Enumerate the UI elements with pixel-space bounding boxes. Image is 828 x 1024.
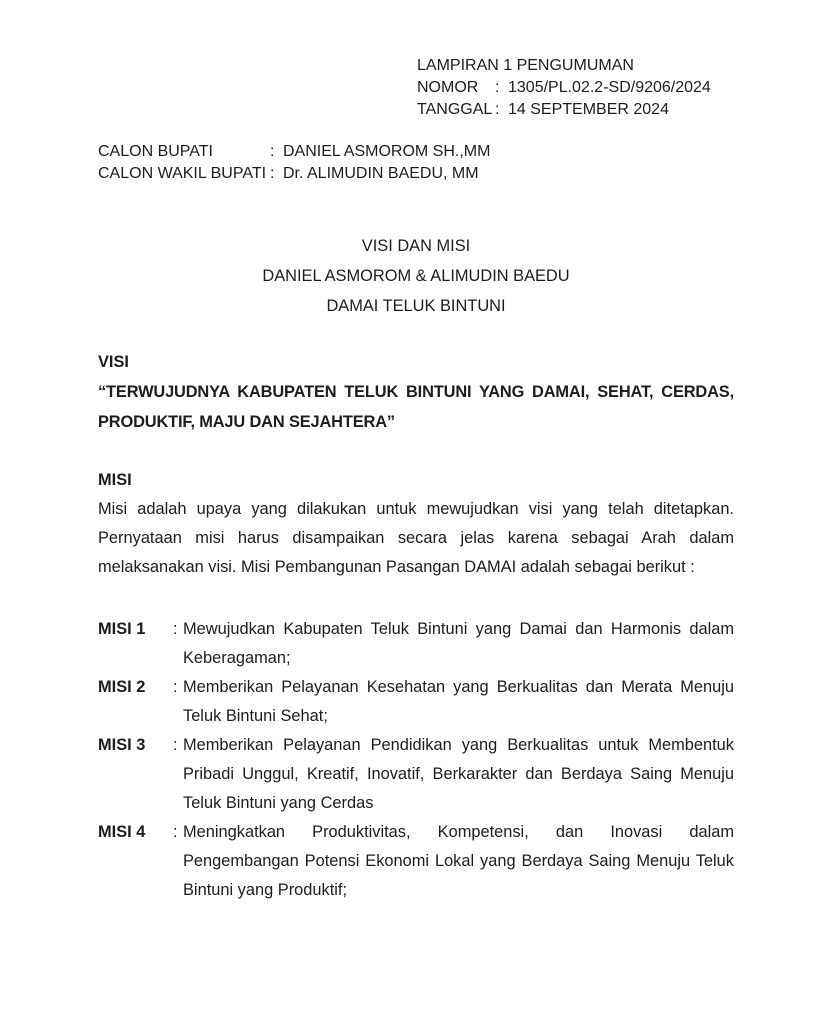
visi-statement: “TERWUJUDNYA KABUPATEN TELUK BINTUNI YANG DAMAI, SEHAT, CERDAS, PRODUKTIF, MAJU DAN SEJAHTERA” [98,383,734,431]
misi-intro-paragraph: Misi adalah upaya yang dilakukan untuk mewujudkan visi yang telah ditetapkan. Pernyataan misi harus disampaikan secara jelas karena sebagai Arah dalam melaksanakan visi. Misi Pembangunan Pasangan DAMAI adalah sebagai berikut : [98,500,734,576]
calon-bupati-value: DANIEL ASMOROM SH.,MM [283,143,491,160]
misi-item-3 [98,731,734,818]
lampiran-header [417,55,734,121]
misi-item-4 [98,818,734,905]
misi-item-1-text: Mewujudkan Kabupaten Teluk Bintuni yang Damai dan Harmonis dalam Keberagaman; [183,620,734,667]
title-candidate-names: DANIEL ASMOROM & ALIMUDIN BAEDU [262,267,570,285]
calon-wakil-bupati-value: Dr. ALIMUDIN BAEDU, MM [283,165,479,182]
candidates-block [98,141,734,185]
calon-wakil-bupati-separator: : [270,165,275,182]
misi-item-4-label: MISI 4 [98,823,146,841]
document-title [98,231,734,321]
misi-item-1 [98,615,734,673]
calon-bupati-label: CALON BUPATI [98,143,213,160]
visi-heading: VISI [98,353,129,371]
misi-heading: MISI [98,471,132,489]
calon-bupati-separator: : [270,143,275,160]
misi-item-2-text: Memberikan Pelayanan Kesehatan yang Berkualitas dan Merata Menuju Teluk Bintuni Sehat; [183,678,734,725]
misi-item-2 [98,673,734,731]
nomor-separator: : [495,79,500,96]
tanggal-line [417,99,734,121]
misi-item-3-separator: : [173,736,178,754]
misi-item-2-label: MISI 2 [98,678,146,696]
misi-item-1-label: MISI 1 [98,620,146,638]
misi-item-3-text: Memberikan Pelayanan Pendidikan yang Berkualitas untuk Membentuk Pribadi Unggul, Kreatif, Inovatif, Berkarakter dan Berdaya Saing Menuju Teluk Bintuni yang Cerdas [183,736,734,812]
tanggal-label: TANGGAL [417,101,493,118]
nomor-line [417,77,734,99]
calon-bupati-row [98,141,734,163]
lampiran-title: LAMPIRAN 1 PENGUMUMAN [417,57,634,74]
misi-item-4-text: Meningkatkan Produktivitas, Kompetensi, dan Inovasi dalam Pengembangan Potensi Ekonomi Lokal yang Berdaya Saing Menuju Teluk Bintuni yang Produktif; [183,823,734,899]
nomor-label: NOMOR [417,79,479,96]
misi-item-4-separator: : [173,823,178,841]
visi-section [98,347,734,437]
misi-list [98,615,734,905]
calon-wakil-bupati-label: CALON WAKIL BUPATI [98,165,267,182]
misi-item-3-label: MISI 3 [98,736,146,754]
calon-wakil-bupati-row [98,163,734,185]
misi-item-1-separator: : [173,620,178,638]
misi-section [98,465,734,582]
misi-item-2-separator: : [173,678,178,696]
title-slogan: DAMAI TELUK BINTUNI [326,297,506,315]
tanggal-separator: : [495,101,500,118]
title-visi-dan-misi: VISI DAN MISI [361,237,471,255]
tanggal-value: 14 SEPTEMBER 2024 [508,101,669,118]
nomor-value: 1305/PL.02.2-SD/9206/2024 [508,79,711,96]
